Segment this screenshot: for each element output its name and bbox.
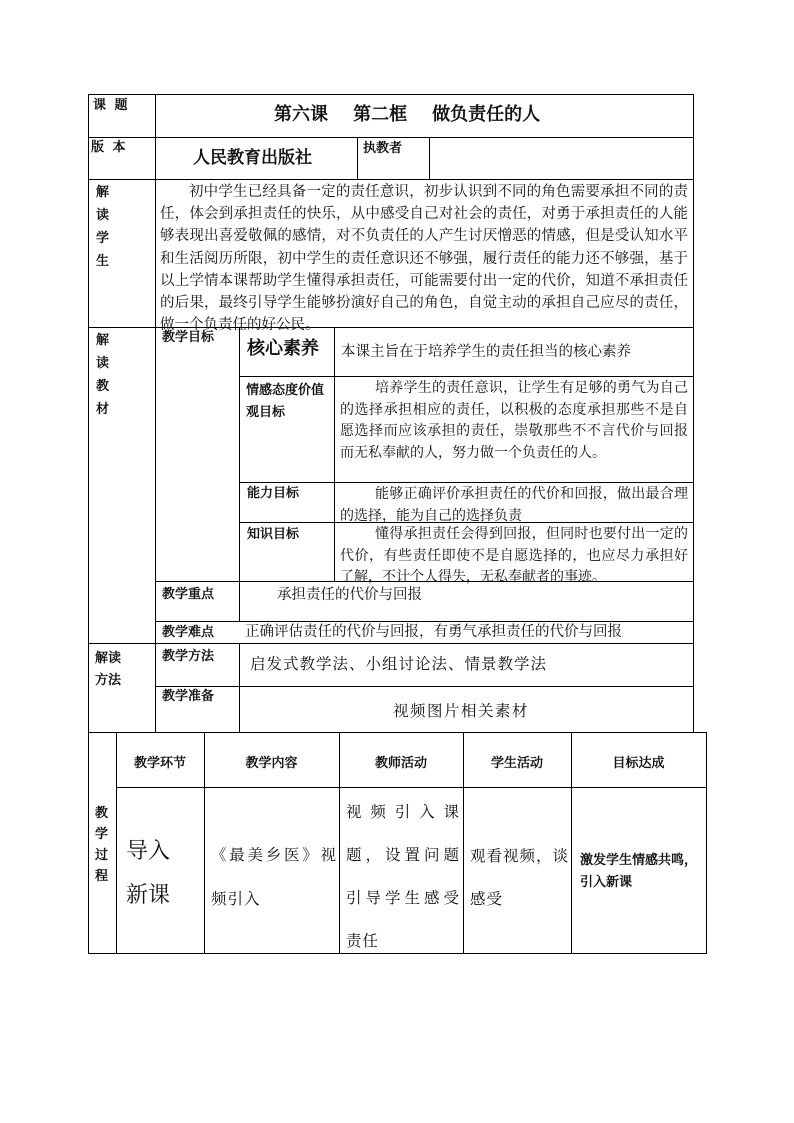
method-text: 启发式教学法、小组讨论法、情景教学法	[250, 655, 548, 673]
row-teacher: 视频引入课题，设置问题引导学生感受责任	[346, 803, 460, 950]
ability-text: 能够正确评价承担责任的代价和回报，做出最合理的选择，能为自己的选择负责	[340, 486, 688, 524]
header-goal: 目标达成	[612, 756, 665, 771]
key-text: 承担责任的代价与回报	[277, 587, 422, 603]
materials-label: 解读教材	[96, 333, 110, 417]
row-goal: 激发学生情感共鸣，引入新课	[580, 853, 698, 890]
header-student: 学生活动	[490, 756, 543, 771]
methods-label: 解读方法	[95, 651, 122, 688]
page-title: 第六课 第二框 做负责任的人	[274, 104, 541, 125]
core-text: 本课主旨在于培养学生的责任担当的核心素养	[341, 344, 631, 360]
prep-text: 视频图片相关素材	[393, 702, 530, 720]
prep-label: 教学准备	[162, 689, 215, 704]
method-label: 教学方法	[162, 649, 215, 664]
row-stage: 导入新课	[126, 839, 171, 908]
goals-label: 教学目标	[162, 330, 215, 345]
process-label: 教学过程	[95, 806, 109, 884]
difficulty-label: 教学难点	[162, 625, 215, 640]
knowledge-label: 知识目标	[247, 527, 300, 542]
emotion-text: 培养学生的责任意识，让学生有足够的勇气为自己的选择承担相应的责任，以积极的态度承担那些不是自愿选择而应该承担的责任，崇敬那些不不言代价与回报而无私奉献的人，努力做一个负责任的人。	[340, 380, 688, 461]
emotion-label: 情感态度价值观目标	[246, 383, 325, 420]
edition-label: 版 本	[91, 140, 128, 155]
header-teacher: 教师活动	[374, 756, 427, 771]
core-label: 核心素养	[247, 338, 319, 359]
students-label: 解读学生	[96, 185, 110, 269]
ability-label: 能力目标	[247, 486, 300, 501]
subject-label: 课 题	[93, 98, 130, 113]
key-label: 教学重点	[162, 587, 215, 602]
difficulty-text: 正确评估责任的代价与回报，有勇气承担责任的代价与回报	[245, 624, 622, 640]
edition-value: 人民教育出版社	[193, 148, 312, 168]
knowledge-text: 懂得承担责任会得到回报，但同时也要付出一定的代价，有些责任即使不是自愿选择的，也应尽力承担好了解，不计个人得失，无私奉献者的事迹。	[340, 526, 688, 585]
row-content: 《最美乡医》视频引入	[211, 846, 337, 908]
teacher-label: 执教者	[363, 141, 403, 156]
students-text: 初中学生已经具备一定的责任意识，初步认识到不同的角色需要承担不同的责任，体会到承担责任的快乐，从中感受自己对社会的责任，对勇于承担责任的人能够表现出喜爱敬佩的感情，对不负责任的人产生讨厌憎恶的情感，但是受认知水平和生活阅历所限，初中学生的责任意识还不够强，履行责任的能力还不够强，基于以上学情本课帮助学生懂得承担责任，可能需要付出一定的代价，知道不承担责任的后果，最终引导学生能够扮演好自己的角色，自觉主动的承担自己应尽的责任，做一个负责任的好公民。	[160, 184, 688, 334]
header-stage: 教学环节	[133, 756, 186, 771]
row-student: 观看视频，谈感受	[470, 847, 570, 908]
header-content: 教学内容	[245, 756, 298, 771]
